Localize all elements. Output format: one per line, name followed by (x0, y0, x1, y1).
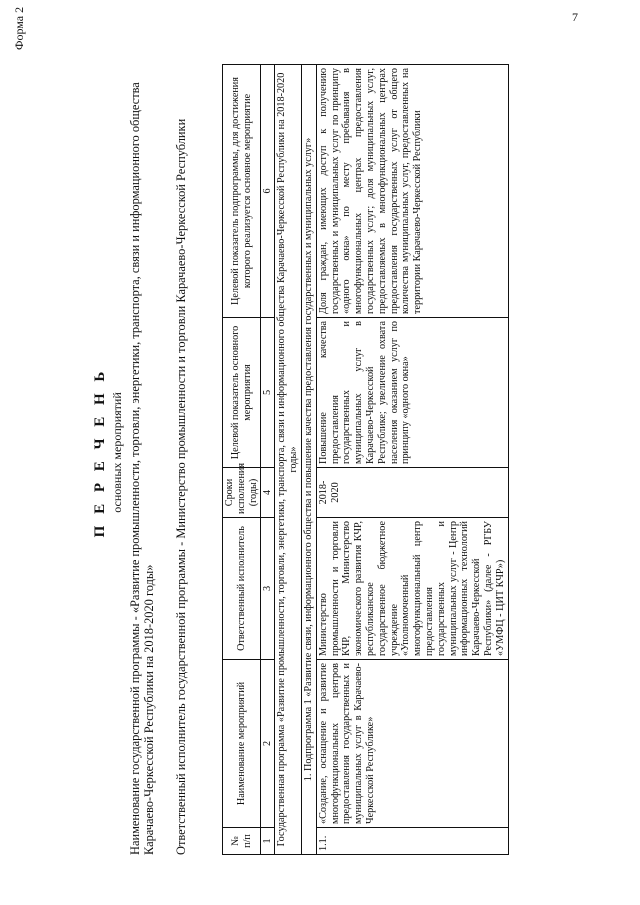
document-title: П Е Р Е Ч Е Н Ь (92, 367, 108, 538)
column-number-row (261, 65, 275, 855)
header-term: Сроки исполнения (годы) (223, 468, 261, 518)
subprogram-row-cell: 1. Подпрограмма 1 «Развитие связи, информационного общества и повышение качества предоставления государственных и муниципальных услуг» (301, 65, 316, 855)
page-number: 7 (572, 10, 578, 24)
header-executor: Ответственный исполнитель (223, 518, 261, 660)
header-program-indicator: Целевой показатель подпрограммы, для достижения которого реализуется основное мероприятие (223, 65, 261, 318)
column-number: 5 (261, 318, 275, 468)
row-term: 2018-2020 (316, 468, 508, 518)
rotated-document-sheet (4, 6, 624, 895)
row-num: 1.1. (316, 828, 508, 855)
row-program-indicator: Доля граждан, имеющих доступ к получению государственных и муниципальных услуг по принципу «одного окна» по месту пребывания в многофункциональных центрах предоставления государственных услуг; доля муниципальных услуг, предоставляемых в многофункциональных центрах предоставления государственных услуг от общего количества муниципальных услуг, предоставленных на территории Карачаево-Черкесской Республики (316, 65, 508, 318)
column-number: 3 (261, 518, 275, 660)
program-row-cell: Государственная программа «Развитие промышленности, торговли, энергетики, транспорта, связи и информационного общества Карачаево-Черкесской Республики на 2018-2020 годы» (275, 65, 302, 855)
column-number: 4 (261, 468, 275, 518)
subprogram-row (301, 65, 316, 855)
header-num: № п/п (223, 828, 261, 855)
header-indicator: Целевой показатель основного мероприятия (223, 318, 261, 468)
form-label: Форма 2 (12, 6, 26, 50)
program-row (275, 65, 302, 855)
measures-table (222, 64, 509, 855)
header-name: Наименование мероприятий (223, 660, 261, 828)
table-row (316, 65, 508, 855)
table-header-row (223, 65, 261, 855)
row-indicator: Повышение качества предоставления государственных и муниципальных услуг в Карачаево-Черкесской Республике; увеличение охвата населения оказанием услуг по принципу «одного окна» (316, 318, 508, 468)
row-name: «Создание, оснащение и развитие многофункциональных центров предоставления государственных и муниципальных услуг в Карачаево-Черкесской Республике» (316, 660, 508, 828)
row-executor: Министерство промышленности и торговли КЧР, Министерство экономического развития КЧР, республиканское государственное бюджетное учреждение «Уполномоченный многофункциональный центр предоставления государственных и муниципальных услуг - Центр информационных технологий Карачаево-Черкесской Республики» (далее - РГБУ «УМФЦ - ЦИТ КЧР») (316, 518, 508, 660)
column-number: 6 (261, 65, 275, 318)
program-name-line: Наименование государственной программы - «Развитие промышленности, торговли, энергетики, транспорта, связи и информационного общества Карачаево-Черкесской Республики на 2018-2020 годы» (128, 82, 156, 855)
responsible-executor-line: Ответственный исполнитель государственной программы - Министерство промышленности и торговли Карачаево-Черкесской Республики (174, 118, 188, 855)
document-subtitle: основных мероприятий (110, 392, 124, 513)
column-number: 1 (261, 828, 275, 855)
column-number: 2 (261, 660, 275, 828)
